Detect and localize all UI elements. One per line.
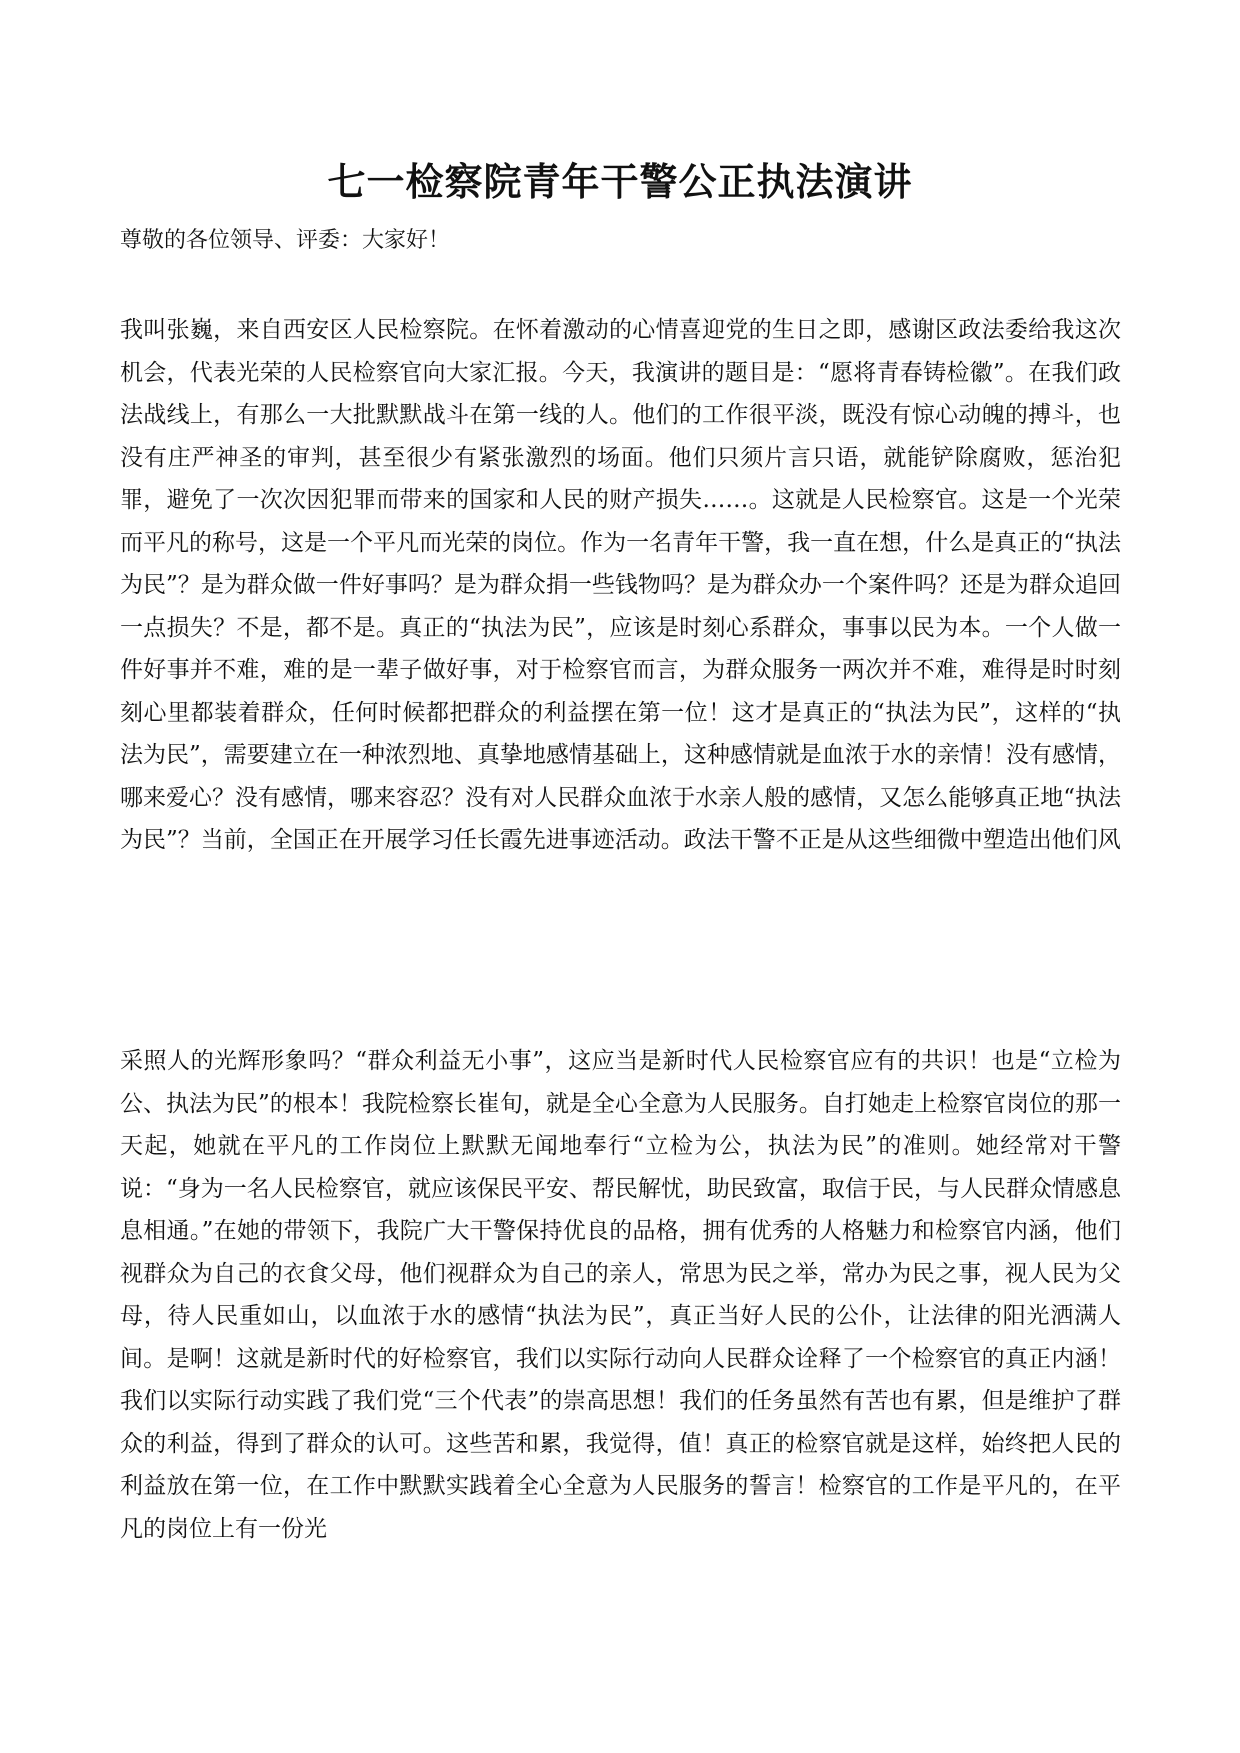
- document-title: 七一检察院青年干警公正执法演讲: [327, 159, 913, 204]
- body-paragraph-2: 采照人的光辉形象吗？“群众利益无小事”，这应当是新时代人民检察官应有的共识！也是“立检为公、执法为民”的根本！我院检察长崔旬，就是全心全意为人民服务。自打她走上检察官岗位的那一天起，她就在平凡的工作岗位上默默无闻地奉行“立检为公，执法为民”的准则。她经常对干警说：“身为一名人民检察官，就应该保民平安、帮民解忧，助民致富，取信于民，与人民群众情感息息相通。”在她的带领下，我院广大干警保持优良的品格，拥有优秀的人格魅力和检察官内涵，他们视群众为自己的衣食父母，他们视群众为自己的亲人，常思为民之举，常办为民之事，视人民为父母，待人民重如山，以血浓于水的感情“执法为民”，真正当好人民的公仆，让法律的阳光洒满人间。是啊！这就是新时代的好检察官，我们以实际行动向人民群众诠释了一个检察官的真正内涵！我们以实际行动实践了我们党“三个代表”的崇高思想！我们的任务虽然有苦也有累，但是维护了群众的利益，得到了群众的认可。这些苦和累，我觉得，值！真正的检察官就是这样，始终把人民的利益放在第一位，在工作中默默实践着全心全意为人民服务的誓言！检察官的工作是平凡的，在平凡的岗位上有一份光: [120, 1048, 1121, 1542]
- body-paragraph-1: 我叫张巍，来自西安区人民检察院。在怀着激动的心情喜迎党的生日之即，感谢区政法委给我这次机会，代表光荣的人民检察官向大家汇报。今天，我演讲的题目是：“愿将青春铸检徽”。在我们政法战线上，有那么一大批默默战斗在第一线的人。他们的工作很平淡，既没有惊心动魄的搏斗，也没有庄严神圣的审判，甚至很少有紧张激烈的场面。他们只须片言只语，就能铲除腐败，惩治犯罪，避免了一次次因犯罪而带来的国家和人民的财产损失……。这就是人民检察官。这是一个光荣而平凡的称号，这是一个平凡而光荣的岗位。作为一名青年干警，我一直在想，什么是真正的“执法为民”？是为群众做一件好事吗？是为群众捐一些钱物吗？是为群众办一个案件吗？还是为群众追回一点损失？不是，都不是。真正的“执法为民”，应该是时刻心系群众，事事以民为本。一个人做一件好事并不难，难的是一辈子做好事，对于检察官而言，为群众服务一两次并不难，难得是时时刻刻心里都装着群众，任何时候都把群众的利益摆在第一位！这才是真正的“执法为民”，这样的“执法为民”，需要建立在一种浓烈地、真挚地感情基础上，这种感情就是血浓于水的亲情！没有感情，哪来爱心？没有感情，哪来容忍？没有对人民群众血浓于水亲人般的感情，又怎么能够真正地“执法为民”？当前，全国正在开展学习任长霞先进事迹活动。政法干警不正是从这些细微中塑造出他们风: [120, 317, 1121, 853]
- greeting-line: 尊敬的各位领导、评委：大家好！: [120, 228, 451, 253]
